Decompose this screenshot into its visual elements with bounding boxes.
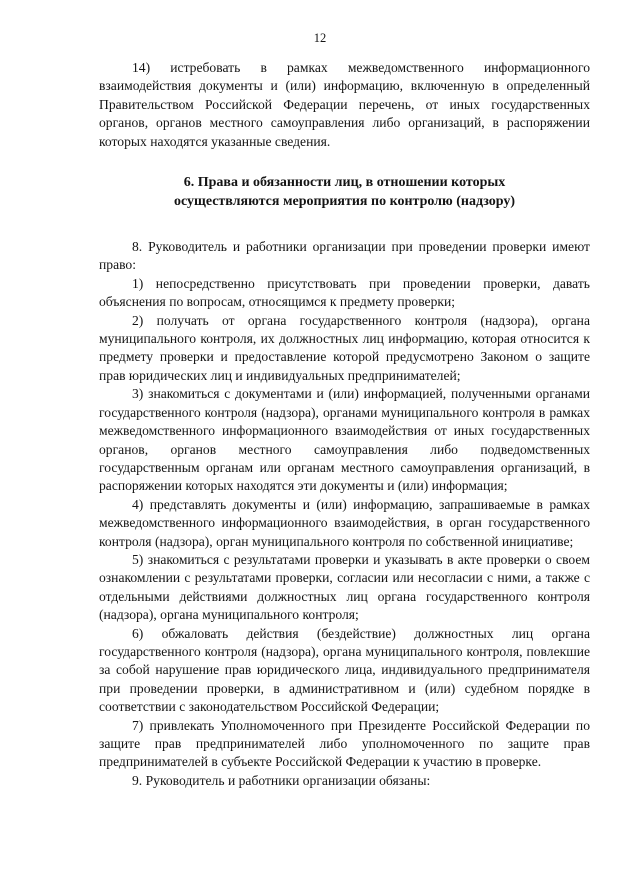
document-body <box>99 59 590 790</box>
list-item-1: 1) непосредственно присутствовать при проведении проверки, давать объяснения по вопросам, относящимся к предмету проверки; <box>99 275 590 310</box>
section-title-line-2: осуществляются мероприятия по контролю (надзору) <box>173 194 516 210</box>
intro-paragraph: 14) истребовать в рамках межведомственного информационного взаимодействия документы и (или) информацию, включенную в определенный Правительством Российской Федерации перечень, от иных государственных органов, органов местного самоуправления либо организаций, в распоряжении которых находятся указанные сведения. <box>99 60 590 149</box>
section-title-line-1: 6. Права и обязанности лиц, в отношении которых <box>183 175 506 191</box>
list-item-2: 2) получать от органа государственного контроля (надзора), органа муниципального контроля, их должностных лиц информацию, которая относится к предмету проверки и предоставление которой предусмотрено Законом о защите прав юридических лиц и индивидуальных предпринимателей; <box>99 312 590 383</box>
page-number: 12 <box>313 31 327 45</box>
list-item-5: 5) знакомиться с результатами проверки и указывать в акте проверки о своем ознакомлении с результатами проверки, согласии или несогласии с ними, а также с отдельными действиями должностных лиц органа государственного контроля (надзора), органа муниципального контроля; <box>99 551 590 623</box>
paragraph-9: 9. Руководитель и работники организации обязаны: <box>132 772 431 788</box>
paragraph-8: 8. Руководитель и работники организации при проведении проверки имеют право: <box>99 239 590 273</box>
list-item-6: 6) обжаловать действия (бездействие) должностных лиц органа государственного контроля (надзора), органа муниципального контроля, повлекшие за собой нарушение прав юридического лица, индивидуального предпринимателя при проведении проверки, в административном и (или) судебном порядке в соответствии с законодательством Российской Федерации; <box>99 625 590 715</box>
list-item-3: 3) знакомиться с документами и (или) информацией, полученными органами государственного контроля (надзора), органами муниципального контроля в рамках межведомственного информационного взаимодействия от иных государственных органов, органов местного самоуправления либо подведомственных государственным органам или органам местного самоуправления организаций, в распоряжении которых находятся эти документы и (или) информация; <box>99 386 590 494</box>
list-item-4: 4) представлять документы и (или) информацию, запрашиваемые в рамках межведомственного информационного взаимодействия, в орган государственного контроля (надзора), орган муниципального контроля по собственной инициативе; <box>99 496 590 549</box>
list-item-7: 7) привлекать Уполномоченного при Президенте Российской Федерации по защите прав предпринимателей либо уполномоченного по защите прав предпринимателей в субъекте Российской Федерации к участию в проверке. <box>99 717 590 770</box>
section-title <box>99 173 590 211</box>
